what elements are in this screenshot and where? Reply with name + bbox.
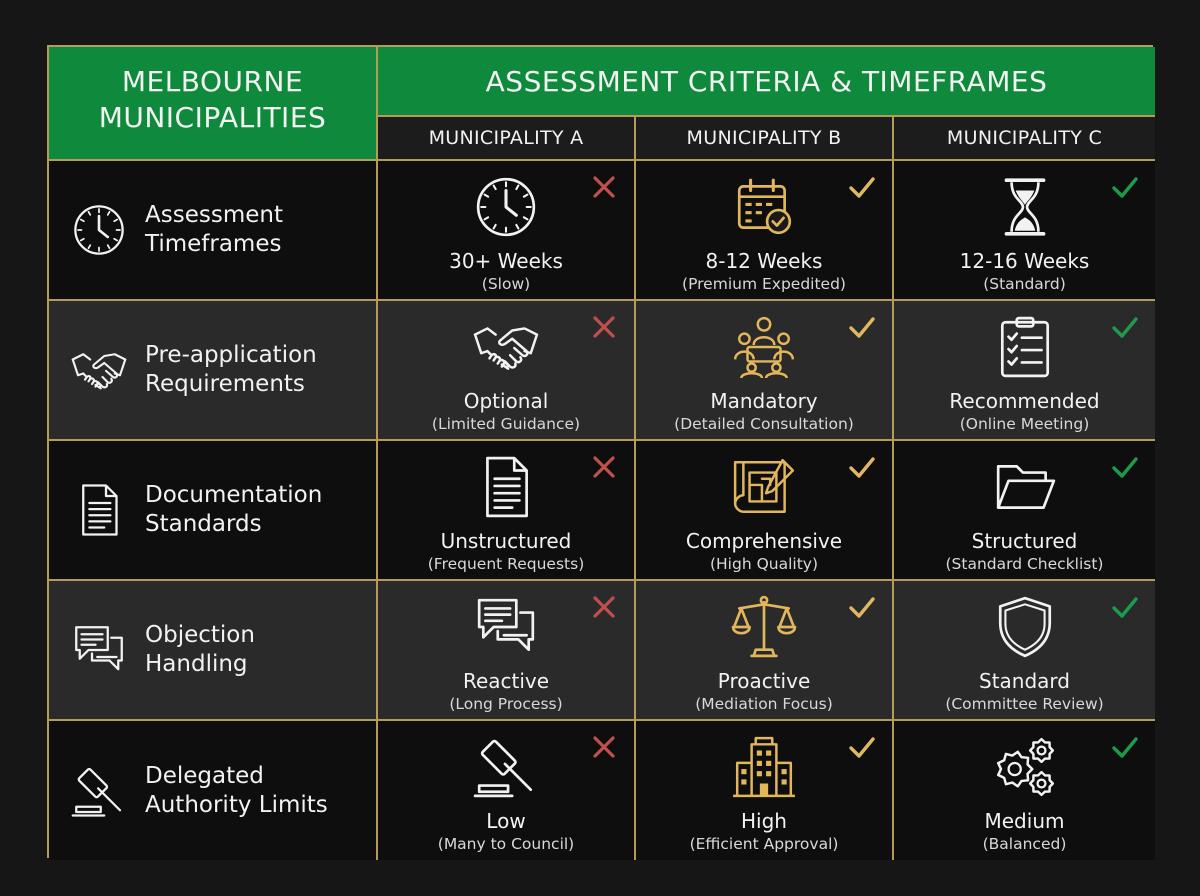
option-subtitle: (Frequent Requests) xyxy=(427,555,585,573)
option-title: Medium xyxy=(984,809,1065,833)
cell-municipality-c xyxy=(894,161,1155,301)
column-header-municipality-c: MUNICIPALITY C xyxy=(894,117,1155,161)
calendar-check-icon xyxy=(731,174,797,240)
cross-icon xyxy=(590,313,618,341)
cell-municipality-b xyxy=(636,301,894,441)
cell-municipality-a xyxy=(378,301,636,441)
option-subtitle: (Mediation Focus) xyxy=(695,695,833,713)
option-subtitle: (Limited Guidance) xyxy=(431,415,581,433)
cell-municipality-a xyxy=(378,161,636,301)
option-title: Unstructured xyxy=(440,529,572,553)
option-title: Comprehensive xyxy=(685,529,843,553)
option-title: 30+ Weeks xyxy=(449,249,563,273)
check-icon xyxy=(848,453,876,481)
row-header xyxy=(49,161,378,301)
document-icon xyxy=(473,454,539,520)
row-label: Pre-application Requirements xyxy=(145,342,317,397)
chat-bubbles-icon xyxy=(473,594,539,660)
row-header xyxy=(49,581,378,721)
comparison-matrix xyxy=(47,45,1153,858)
option-title: Low xyxy=(486,809,526,833)
row-header-title: MELBOURNE MUNICIPALITIES xyxy=(49,47,378,161)
option-subtitle: (Efficient Approval) xyxy=(689,835,839,853)
cross-icon xyxy=(590,593,618,621)
cell-municipality-c xyxy=(894,581,1155,721)
option-title: Mandatory xyxy=(710,389,818,413)
option-subtitle: (Premium Expedited) xyxy=(682,275,846,293)
cell-municipality-c xyxy=(894,441,1155,581)
option-subtitle: (Standard Checklist) xyxy=(945,555,1104,573)
row-label: Delegated Authority Limits xyxy=(145,762,328,818)
column-header-municipality-b: MUNICIPALITY B xyxy=(636,117,894,161)
check-icon xyxy=(848,313,876,341)
clock-icon xyxy=(473,174,539,240)
option-subtitle: (Long Process) xyxy=(449,695,563,713)
cell-municipality-c xyxy=(894,301,1155,441)
cell-municipality-b xyxy=(636,721,894,860)
check-icon xyxy=(1111,313,1139,341)
document-icon xyxy=(71,482,127,538)
option-title: 8-12 Weeks xyxy=(705,249,823,273)
option-subtitle: (Many to Council) xyxy=(437,835,575,853)
blueprint-icon xyxy=(731,454,797,520)
cell-municipality-a xyxy=(378,721,636,860)
option-subtitle: (Slow) xyxy=(481,275,531,293)
row-label: Objection Handling xyxy=(145,622,255,677)
option-title: Optional xyxy=(463,389,549,413)
check-icon xyxy=(1111,173,1139,201)
option-subtitle: (Committee Review) xyxy=(945,695,1104,713)
clock-icon xyxy=(71,202,127,258)
cell-municipality-b xyxy=(636,161,894,301)
hourglass-icon xyxy=(992,174,1058,240)
cross-icon xyxy=(590,733,618,761)
cross-icon xyxy=(590,173,618,201)
option-title: Recommended xyxy=(949,389,1100,413)
gavel-icon xyxy=(71,763,127,819)
check-icon xyxy=(848,593,876,621)
option-title: Reactive xyxy=(462,669,550,693)
option-title: 12-16 Weeks xyxy=(959,249,1090,273)
option-subtitle: (Online Meeting) xyxy=(959,415,1090,433)
cell-municipality-a xyxy=(378,441,636,581)
row-header xyxy=(49,301,378,441)
check-icon xyxy=(1111,453,1139,481)
handshake-icon xyxy=(71,342,127,398)
group-header-title: ASSESSMENT CRITERIA & TIMEFRAMES xyxy=(378,47,1155,117)
option-title: Standard xyxy=(979,669,1070,693)
cell-municipality-a xyxy=(378,581,636,721)
option-title: Proactive xyxy=(717,669,811,693)
option-title: High xyxy=(741,809,787,833)
chat-bubbles-icon xyxy=(71,622,127,678)
cell-municipality-b xyxy=(636,441,894,581)
option-subtitle: (Standard) xyxy=(983,275,1066,293)
folder-icon xyxy=(992,454,1058,520)
option-subtitle: (Balanced) xyxy=(982,835,1067,853)
gavel-icon xyxy=(473,734,539,800)
option-subtitle: (Detailed Consultation) xyxy=(674,415,854,433)
check-icon xyxy=(848,173,876,201)
check-icon xyxy=(848,733,876,761)
cross-icon xyxy=(590,453,618,481)
cell-municipality-c xyxy=(894,721,1155,860)
row-header xyxy=(49,721,378,860)
meeting-icon xyxy=(731,314,797,380)
gears-icon xyxy=(992,734,1058,800)
option-subtitle: (High Quality) xyxy=(709,555,819,573)
building-icon xyxy=(731,734,797,800)
row-label: Assessment Timeframes xyxy=(145,202,283,257)
scales-icon xyxy=(731,594,797,660)
column-header-municipality-a: MUNICIPALITY A xyxy=(378,117,636,161)
row-header xyxy=(49,441,378,581)
shield-icon xyxy=(992,594,1058,660)
row-label: Documentation Standards xyxy=(145,482,323,537)
check-icon xyxy=(1111,593,1139,621)
handshake-icon xyxy=(473,314,539,380)
clipboard-checklist-icon xyxy=(992,314,1058,380)
check-icon xyxy=(1111,733,1139,761)
option-title: Structured xyxy=(971,529,1078,553)
cell-municipality-b xyxy=(636,581,894,721)
